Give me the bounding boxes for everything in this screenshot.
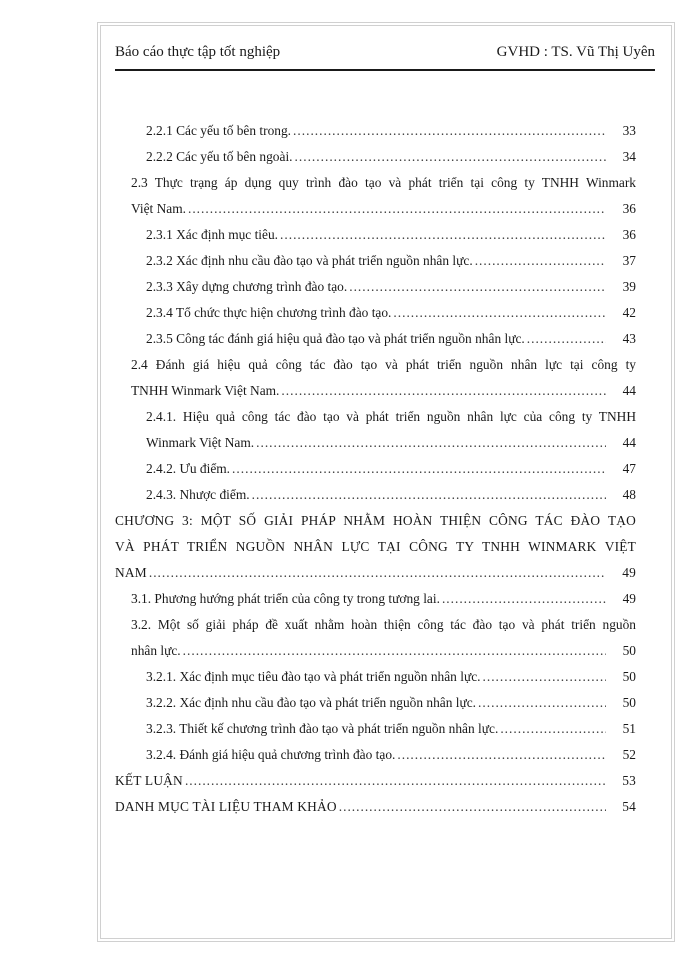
toc-entry-page: 44 bbox=[622, 383, 636, 398]
toc-entry-title: TNHH Winmark Việt Nam. bbox=[131, 383, 280, 398]
toc-entry[interactable] bbox=[146, 274, 636, 300]
toc-entry-page: 36 bbox=[622, 201, 636, 216]
toc-entry-title: 2.4.3. Nhược điểm. bbox=[146, 487, 250, 502]
header-report-title: Báo cáo thực tập tốt nghiệp bbox=[115, 44, 281, 60]
toc-entry-page: 53 bbox=[622, 773, 636, 788]
toc-leader bbox=[280, 222, 606, 248]
toc-entry-title-line1: 2.3 Thực trạng áp dụng quy trình đào tạo và phát triển tại công ty TNHH Winmark bbox=[131, 175, 636, 190]
toc-entry-title: 2.3.1 Xác định mục tiêu. bbox=[146, 227, 279, 242]
toc-entry-references[interactable] bbox=[115, 794, 636, 820]
toc-entry-title: 3.2.2. Xác định nhu cầu đào tạo và phát triển nguồn nhân lực. bbox=[146, 695, 477, 710]
toc-entry-page: 39 bbox=[622, 279, 636, 294]
toc-entry-title: 3.2.1. Xác định mục tiêu đào tạo và phát triển nguồn nhân lực. bbox=[146, 669, 481, 684]
toc-entry-page: 50 bbox=[622, 695, 636, 710]
toc-leader bbox=[252, 482, 606, 508]
toc-entry-page: 49 bbox=[622, 591, 636, 606]
toc-entry-title: 2.2.2 Các yếu tố bên ngoài. bbox=[146, 149, 293, 164]
toc-entry-title: 2.3.2 Xác định nhu cầu đào tạo và phát triển nguồn nhân lực. bbox=[146, 253, 473, 268]
toc-entry-page: 44 bbox=[622, 435, 636, 450]
toc-entry-page: 47 bbox=[622, 461, 636, 476]
toc-entry[interactable] bbox=[146, 144, 636, 170]
toc-entry[interactable] bbox=[146, 222, 636, 248]
toc-entry-page: 48 bbox=[622, 487, 636, 502]
toc-entry-title: DANH MỤC TÀI LIỆU THAM KHẢO bbox=[115, 799, 337, 814]
toc-entry[interactable] bbox=[146, 482, 636, 508]
toc-entry[interactable] bbox=[146, 716, 636, 742]
toc-entry-title: KẾT LUẬN bbox=[115, 773, 183, 788]
header-divider bbox=[115, 69, 655, 71]
toc-entry[interactable] bbox=[146, 300, 636, 326]
header-advisor: GVHD : TS. Vũ Thị Uyên bbox=[496, 44, 655, 60]
toc-entry[interactable] bbox=[146, 404, 636, 456]
toc-entry-page: 49 bbox=[622, 565, 636, 580]
toc-entry-title: 3.1. Phương hướng phát triển của công ty trong tương lai. bbox=[131, 591, 440, 606]
toc-entry-title-line1: CHƯƠNG 3: MỘT SỐ GIẢI PHÁP NHẰM HOÀN THIỆN CÔNG TÁC ĐÀO TẠO bbox=[115, 513, 636, 528]
toc-entry-page: 54 bbox=[622, 799, 636, 814]
toc-entry-page: 34 bbox=[622, 149, 636, 164]
toc-leader bbox=[185, 768, 606, 794]
toc-entry-title-line2: VÀ PHÁT TRIỂN NGUỒN NHÂN LỰC TẠI CÔNG TY TNHH WINMARK VIỆT bbox=[115, 539, 636, 554]
toc-entry-title: nhân lực. bbox=[131, 643, 181, 658]
toc-entry-page: 50 bbox=[622, 669, 636, 684]
toc-entry-conclusion[interactable] bbox=[115, 768, 636, 794]
toc-entry-page: 50 bbox=[622, 643, 636, 658]
toc-entry-title-line1: 2.4 Đánh giá hiệu quả công tác đào tạo và phát triển nguồn nhân lực tại công ty bbox=[131, 357, 636, 372]
toc-entry[interactable] bbox=[146, 248, 636, 274]
toc-leader bbox=[527, 326, 606, 352]
toc-entry[interactable] bbox=[146, 456, 636, 482]
toc-entry[interactable] bbox=[131, 352, 636, 404]
toc-entry[interactable] bbox=[146, 118, 636, 144]
toc-entry-page: 36 bbox=[622, 227, 636, 242]
toc-entry-title-line1: 3.2. Một số giải pháp đề xuất nhằm hoàn thiện công tác đào tạo và phát triển nguồn bbox=[131, 617, 636, 632]
toc-entry[interactable] bbox=[146, 664, 636, 690]
toc-leader bbox=[500, 716, 606, 742]
toc-entry[interactable] bbox=[146, 690, 636, 716]
toc-leader bbox=[256, 430, 606, 456]
toc-entry-page: 42 bbox=[622, 305, 636, 320]
toc-leader bbox=[442, 586, 606, 612]
toc-chapter-entry[interactable] bbox=[115, 508, 636, 586]
toc-entry-page: 37 bbox=[622, 253, 636, 268]
toc-entry-page: 51 bbox=[622, 721, 636, 736]
toc-leader bbox=[295, 144, 606, 170]
toc-entry-title: 2.4.2. Ưu điểm. bbox=[146, 461, 231, 476]
toc-entry-title: 3.2.4. Đánh giá hiệu quả chương trình đào tạo. bbox=[146, 747, 396, 762]
toc-entry[interactable] bbox=[131, 586, 636, 612]
toc-entry-page: 52 bbox=[622, 747, 636, 762]
toc-entry-title-line1: 2.4.1. Hiệu quả công tác đào tạo và phát triển nguồn nhân lực của công ty TNHH bbox=[146, 409, 636, 424]
toc-entry-page: 43 bbox=[622, 331, 636, 346]
toc-entry[interactable] bbox=[146, 742, 636, 768]
toc-entry-title: Winmark Việt Nam. bbox=[146, 435, 255, 450]
toc-entry-title: 2.3.4 Tổ chức thực hiện chương trình đào tạo. bbox=[146, 305, 392, 320]
toc-entry[interactable] bbox=[146, 326, 636, 352]
toc-entry-title: 3.2.3. Thiết kế chương trình đào tạo và phát triển nguồn nhân lực. bbox=[146, 721, 499, 736]
toc-leader bbox=[475, 248, 606, 274]
toc-entry-title: 2.3.5 Công tác đánh giá hiệu quả đào tạo và phát triển nguồn nhân lực. bbox=[146, 331, 525, 346]
toc-entry-title: 2.2.1 Các yếu tố bên trong. bbox=[146, 123, 292, 138]
toc-leader bbox=[281, 378, 606, 404]
toc-entry[interactable] bbox=[131, 170, 636, 222]
toc-leader bbox=[349, 274, 606, 300]
toc-leader bbox=[232, 456, 606, 482]
toc-leader bbox=[188, 196, 606, 222]
toc-leader bbox=[339, 794, 606, 820]
toc-leader bbox=[478, 690, 606, 716]
toc-leader bbox=[483, 664, 607, 690]
toc-entry-title: NAM bbox=[115, 565, 147, 580]
toc-entry-title: 2.3.3 Xây dựng chương trình đào tạo. bbox=[146, 279, 348, 294]
toc-entry-title: Việt Nam. bbox=[131, 201, 186, 216]
toc-leader bbox=[397, 742, 606, 768]
toc-leader bbox=[183, 638, 606, 664]
toc-entry[interactable] bbox=[131, 612, 636, 664]
toc-leader bbox=[149, 560, 606, 586]
toc-leader bbox=[293, 118, 606, 144]
toc-entry-page: 33 bbox=[622, 123, 636, 138]
toc-leader bbox=[393, 300, 606, 326]
